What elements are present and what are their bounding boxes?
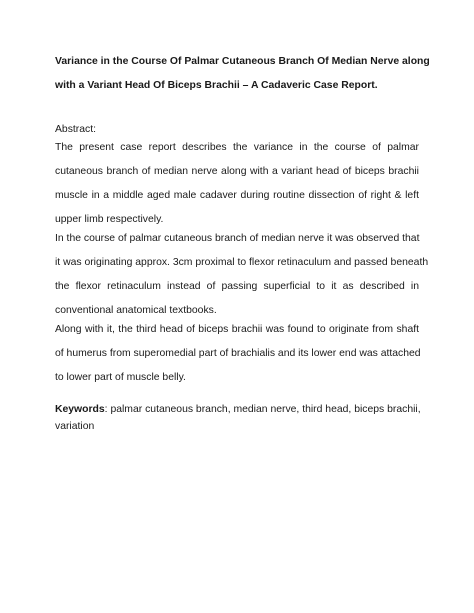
- abstract-line-5: In the course of palmar cutaneous branch of median nerve it was observed that: [55, 233, 420, 244]
- keywords-text: : palmar cutaneous branch, median nerve, third head, biceps brachii,: [104, 404, 421, 415]
- abstract-heading: Abstract:: [55, 124, 96, 135]
- abstract-line-8: conventional anatomical textbooks.: [55, 305, 217, 316]
- paper-title-line-2: with a Variant Head Of Biceps Brachii – A Cadaveric Case Report.: [55, 80, 378, 91]
- abstract-line-6: it was originating approx. 3cm proximal to flexor retinaculum and passed beneath: [55, 257, 429, 268]
- abstract-line-2: cutaneous branch of median nerve along with a variant head of biceps brachii: [55, 166, 419, 177]
- abstract-line-1: The present case report describes the variance in the course of palmar: [55, 142, 419, 153]
- abstract-line-9: Along with it, the third head of biceps brachii was found to originate from shaft: [55, 324, 419, 335]
- keywords-continuation: variation: [55, 421, 95, 432]
- abstract-line-7: the flexor retinaculum instead of passing superficial to it as described in: [55, 281, 419, 292]
- paper-title-line-1: Variance in the Course Of Palmar Cutaneous Branch Of Median Nerve along: [55, 56, 430, 67]
- abstract-line-4: upper limb respectively.: [55, 214, 164, 225]
- keywords-line: [55, 404, 419, 416]
- keywords-label: Keywords: [55, 404, 105, 415]
- abstract-line-3: muscle in a middle aged male cadaver during routine dissection of right & left: [55, 190, 419, 201]
- abstract-line-10: of humerus from superomedial part of brachialis and its lower end was attached: [55, 348, 421, 359]
- abstract-line-11: to lower part of muscle belly.: [55, 372, 186, 383]
